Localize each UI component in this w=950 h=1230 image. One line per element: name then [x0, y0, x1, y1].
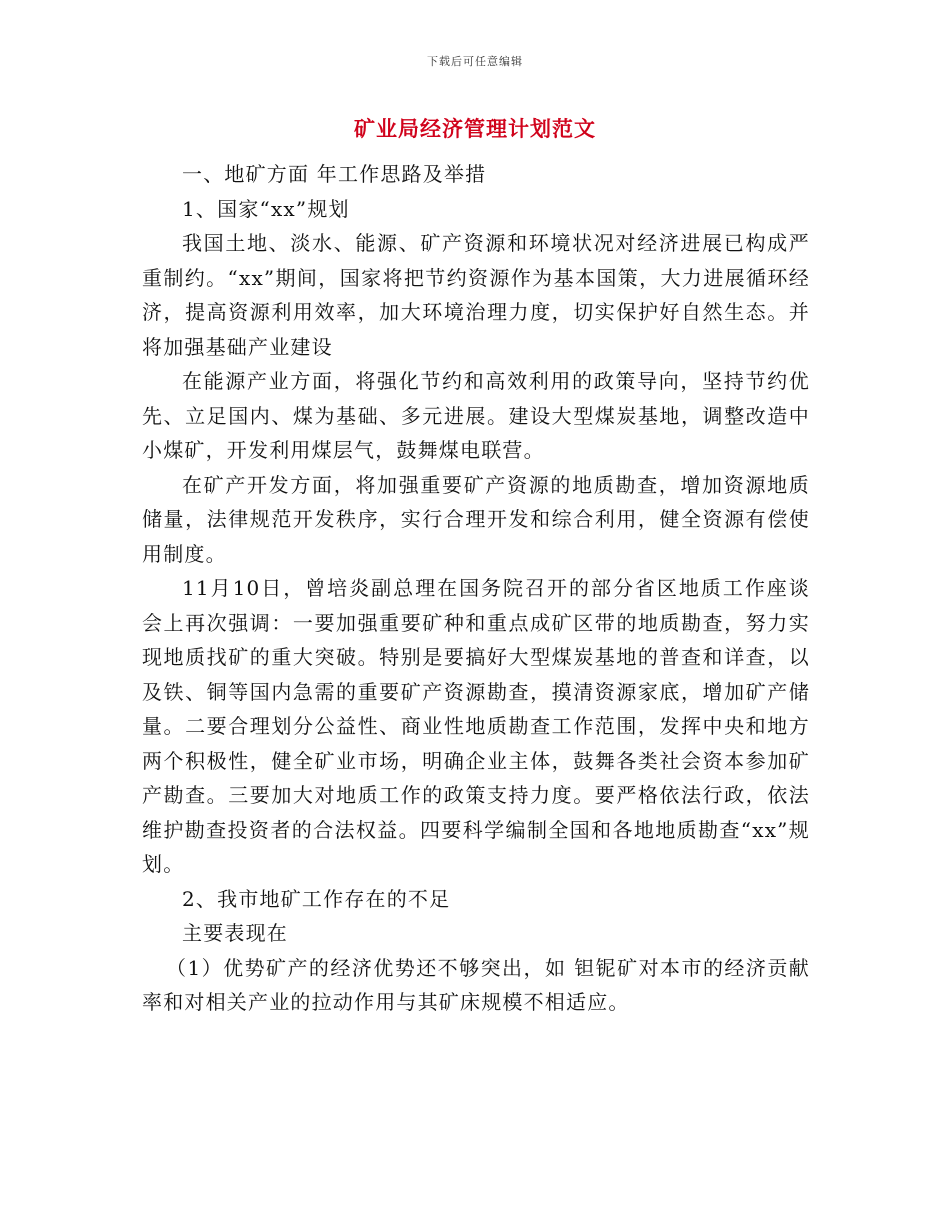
page-header-note: 下载后可任意编辑: [427, 55, 523, 68]
body-paragraph: 在能源产业方面，将强化节约和高效利用的政策导向，坚持节约优先、立足国内、煤为基础、多元进展。建设大型煤炭基地，调整改造中小煤矿，开发利用煤层气，鼓舞煤电联营。: [142, 369, 810, 462]
body-paragraph: 我国土地、淡水、能源、矿产资源和环境状况对经济进展已构成严重制约。“xx”期间，国家将把节约资源作为基本国策，大力进展循环经济，提高资源利用效率，加大环境治理力度，切实保护好自然生态。并将加强基础产业建设: [142, 231, 810, 359]
subsection-heading: 1、国家“xx”规划: [182, 196, 350, 221]
list-item: （1）优势矿产的经济优势还不够突出，如 钽铌矿对本市的经济贡献率和对相关产业的拉动作用与其矿床规模不相适应。: [142, 955, 810, 1014]
subsection-heading: 2、我市地矿工作存在的不足: [182, 886, 451, 911]
document-body: [142, 157, 810, 1020]
body-paragraph: 在矿产开发方面，将加强重要矿产资源的地质勘查，增加资源地质储量，法律规范开发秩序，实行合理开发和综合利用，健全资源有偿使用制度。: [142, 472, 810, 566]
section-heading: 一、地矿方面 年工作思路及举措: [182, 162, 487, 186]
body-paragraph: 主要表现在: [182, 921, 288, 945]
body-paragraph: 11月10日，曾培炎副总理在国务院召开的部分省区地质工作座谈会上再次强调：一要加强重要矿种和重点成矿区带的地质勘查，努力实现地质找矿的重大突破。特别是要搞好大型煤炭基地的普查和详查，以及铁、铜等国内急需的重要矿产资源勘查，摸清资源家底，增加矿产储量。二要合理划分公益性、商业性地质勘查工作范围，发挥中央和地方两个积极性，健全矿业市场，明确企业主体，鼓舞各类社会资本参加矿产勘查。三要加大对地质工作的政策支持力度。要严格依法行政，依法维护勘查投资者的合法权益。四要科学编制全国和各地地质勘查“xx”规划。: [142, 576, 810, 876]
document-title: 矿业局经济管理计划范文: [354, 116, 596, 141]
